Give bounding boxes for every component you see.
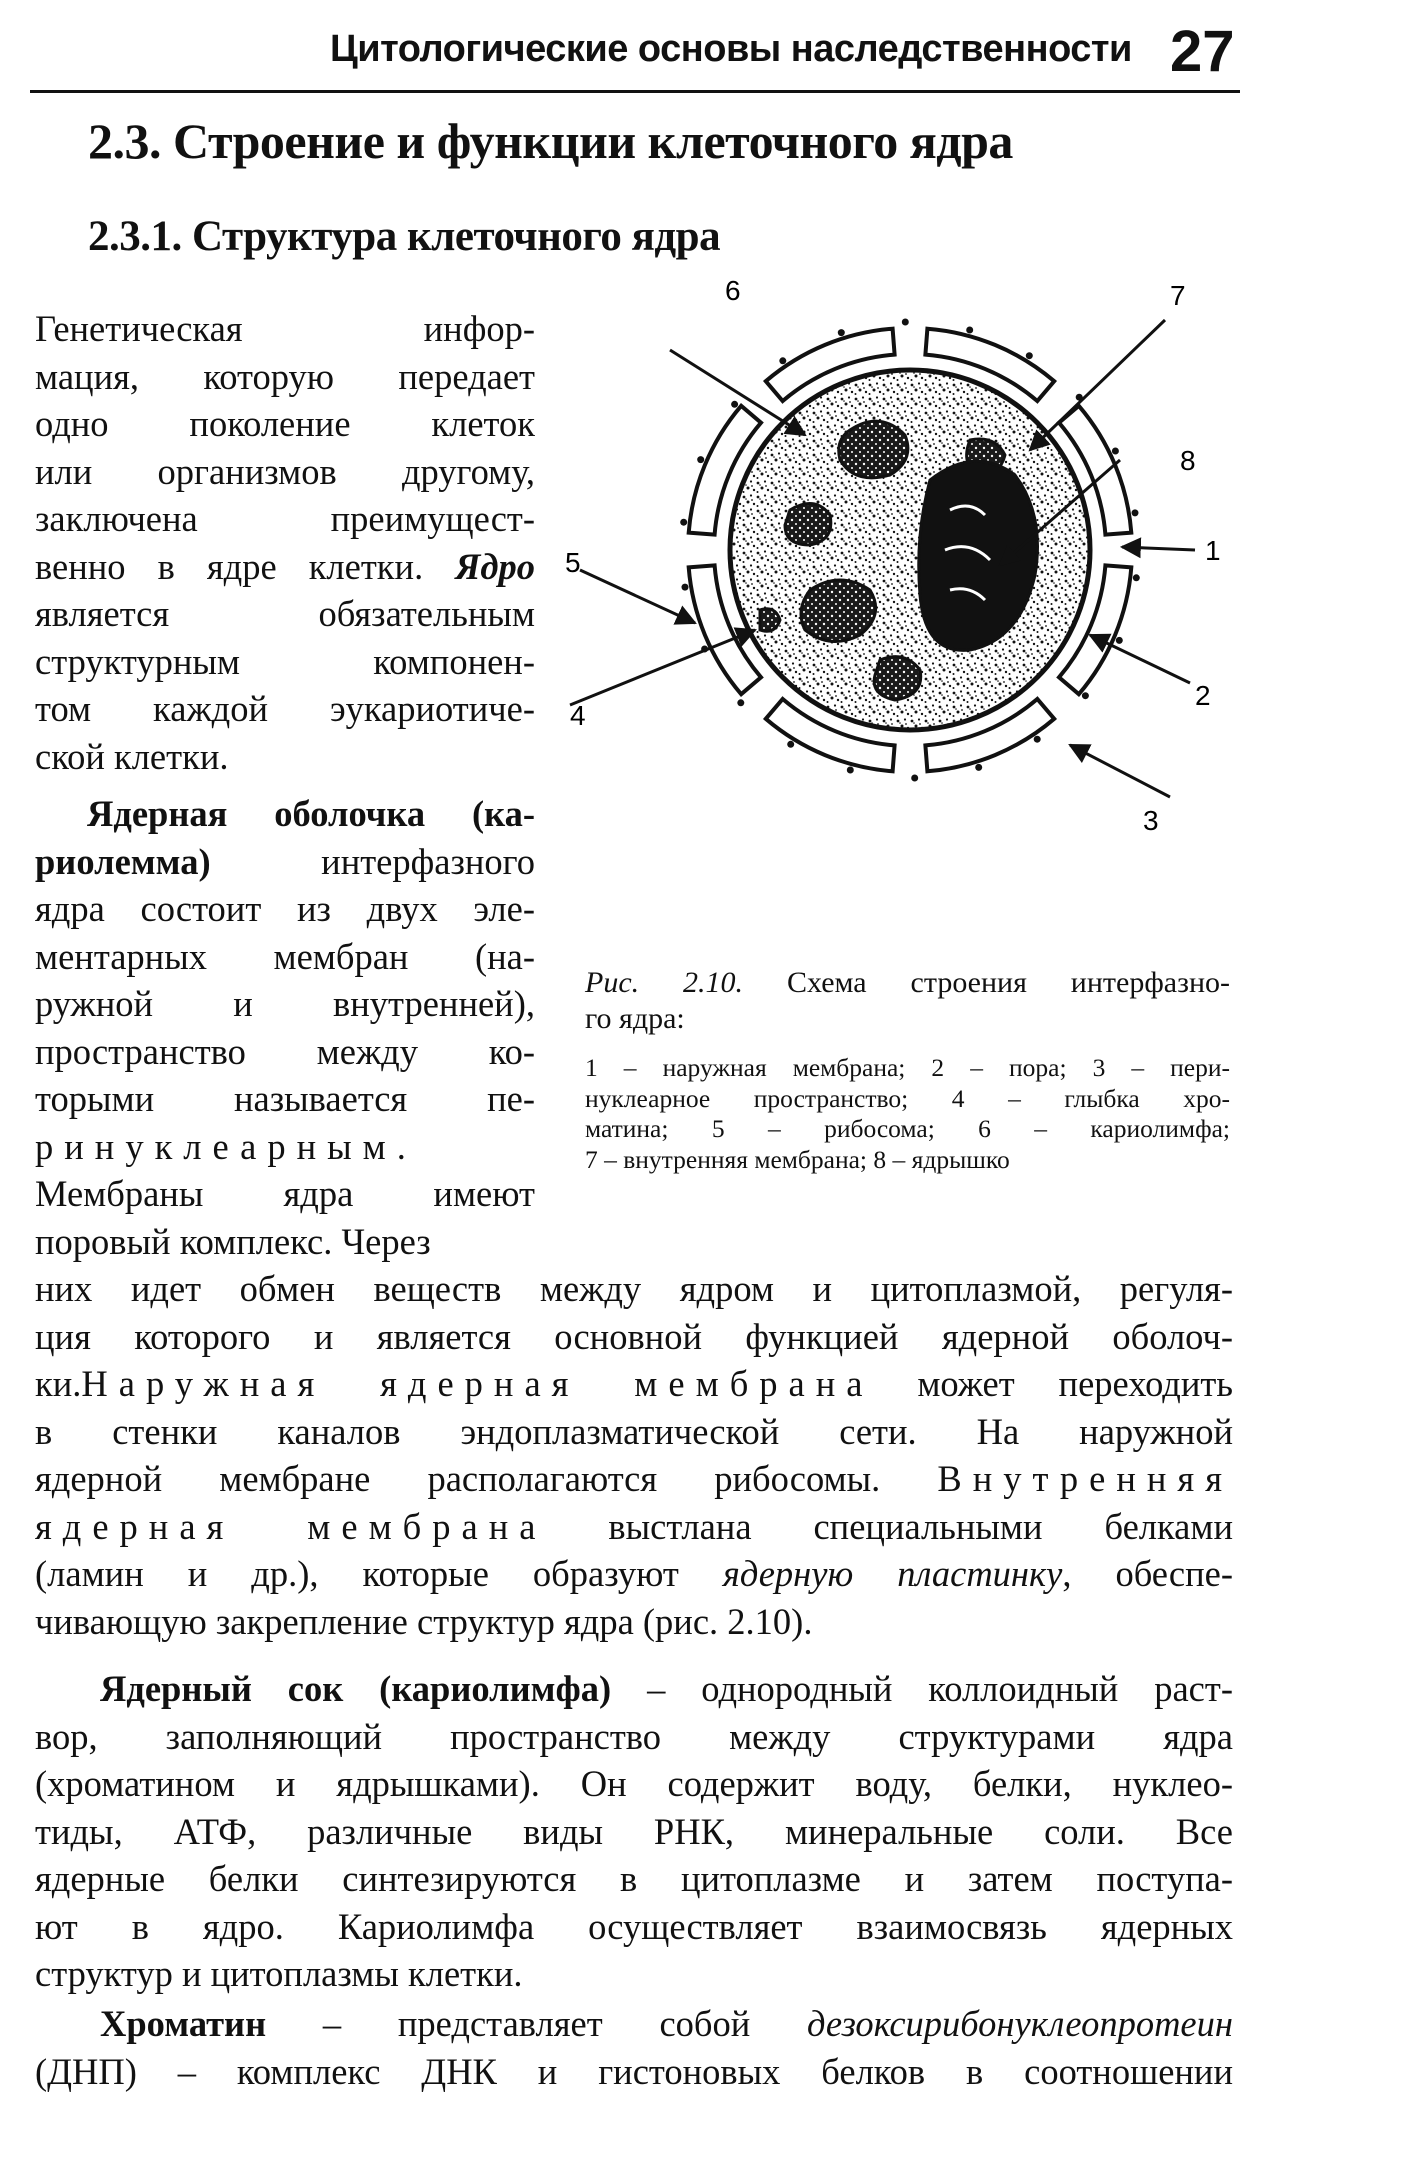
text-line: в стенки каналов эндоплазматической сети. На наружной — [35, 1410, 1233, 1452]
text-line: Мембраны ядра имеют — [35, 1173, 535, 1214]
label-4: 4 — [570, 700, 586, 731]
text-line: ментарных мембран (на- — [35, 935, 535, 977]
text-line: структур и цитоплазмы клетки. — [35, 1953, 523, 1994]
ribosome-dot — [1026, 352, 1033, 359]
term-inner-membrane: Внутренняя — [937, 1458, 1233, 1499]
label-8: 8 — [1180, 445, 1196, 476]
term-chromatin: Хроматин — [100, 2003, 267, 2044]
text-line: ядерная мембрана выстлана специальными белками — [35, 1505, 1234, 1547]
paragraph-karyolymph — [35, 1665, 1233, 1998]
page-number: 27 — [1170, 19, 1235, 84]
text-line: заключена преимущест- — [35, 498, 535, 539]
text-line: поровый комплекс. Через — [35, 1220, 431, 1262]
ribosome-dot — [1112, 448, 1119, 455]
text-line: (ламин и др.), которые образуют ядерную пластинку, обеспе- — [35, 1553, 1233, 1594]
ribosome-dot — [779, 357, 786, 364]
ribosome-dot — [737, 699, 744, 706]
text-line: или организмов другому, — [35, 450, 535, 492]
term-nuclear-lamina: ядерную пластинку — [722, 1553, 1063, 1594]
paragraph-chromatin — [35, 2000, 1233, 2095]
text-line: мация, которую передает — [35, 355, 535, 397]
ribosome-dot — [975, 764, 982, 771]
label-1: 1 — [1205, 535, 1221, 566]
ribosome-dot — [1133, 574, 1140, 581]
term-nuclear-envelope: Ядерная оболочка (ка- — [87, 793, 535, 834]
text-line: ской клетки. — [35, 735, 229, 777]
nucleus-diagram — [565, 275, 1230, 865]
text-line: них идет обмен веществ между ядром и цитоплазмой, регуля- — [35, 1268, 1233, 1309]
text-line: ружной и внутренней), — [35, 983, 535, 1024]
text-line: ют в ядро. Кариолимфа осуществляет взаимосвязь ядерных — [35, 1905, 1233, 1947]
label-5: 5 — [565, 547, 581, 578]
ribosome-dot — [787, 741, 794, 748]
ribosome-dot — [1116, 637, 1123, 644]
legend-line: нуклеарное пространство; 4 – глыбка хро- — [585, 1083, 1230, 1113]
text-line: ция которого и является основной функцией ядерной оболоч- — [35, 1315, 1233, 1357]
ribosome-dot — [680, 519, 687, 526]
text-line: структурным компонен- — [35, 640, 535, 682]
text-line — [35, 790, 535, 838]
header-rule — [30, 90, 1240, 93]
text-line: торыми называется пе- — [35, 1078, 535, 1119]
caption-line: Рис. 2.10. Схема строения интерфазно- — [585, 966, 1230, 999]
text-line: ринуклеарным. — [35, 1125, 417, 1167]
label-7: 7 — [1170, 280, 1186, 311]
legend-line: 1 – наружная мембрана; 2 – пора; 3 – пери- — [585, 1053, 1230, 1082]
ribosome-dot — [697, 456, 704, 463]
text-line: риолемма) интерфазного — [35, 840, 535, 882]
label-3: 3 — [1143, 805, 1159, 836]
text-line: ядерные белки синтезируются в цитоплазме и затем поступа- — [35, 1858, 1233, 1899]
text-line: (ДНП) – комплекс ДНК и гистоновых белков в соотношении — [35, 2050, 1233, 2092]
text-line: является обязательным — [35, 593, 535, 634]
paragraph-envelope — [35, 790, 535, 1265]
term-nucleus: Ядро — [455, 545, 536, 587]
text-line: вор, заполняющий пространство между структурами ядра — [35, 1715, 1233, 1757]
ribosome-dot — [911, 775, 918, 782]
ribosome-dot — [838, 329, 845, 336]
figure-caption — [585, 965, 1230, 1037]
text-line: пространство между ко- — [35, 1030, 535, 1072]
text-line: том каждой эукариотиче- — [35, 688, 535, 729]
text-line: одно поколение клеток — [35, 403, 535, 444]
ribosome-dot — [902, 319, 909, 326]
text-line: ки.Наружная ядерная мембрана может переходить — [35, 1363, 1233, 1404]
paragraph-envelope-continued — [35, 1265, 1233, 1645]
legend-line: матина; 5 – рибосома; 6 – кариолимфа; — [585, 1114, 1230, 1143]
ribosome-dot — [1082, 692, 1089, 699]
text-line: Хроматин – представляет собой дезоксирибонуклеопротеин — [100, 2003, 1233, 2044]
caption-line: го ядра: — [585, 1002, 685, 1035]
term-karyolymph: Ядерный сок (кариолимфа) — [100, 1668, 612, 1709]
text-line: (хроматином и ядрышками). Он содержит воду, белки, нуклео- — [35, 1763, 1233, 1804]
text-line: ядерной мембране располагаются рибосомы. Внутренняя — [35, 1458, 1233, 1499]
text-line: тиды, АТФ, различные виды РНК, минеральные соли. Все — [35, 1810, 1233, 1852]
caption-label: Рис. 2.10. — [585, 966, 744, 999]
subsection-title: 2.3.1. Структура клеточного ядра — [88, 213, 721, 260]
ribosome-dot — [1132, 509, 1139, 516]
label-6: 6 — [725, 275, 741, 306]
ribosome-dot — [731, 401, 738, 408]
text-line: чивающую закрепление структур ядра (рис. 2.10). — [35, 1600, 813, 1642]
figure-legend — [585, 1053, 1230, 1175]
term-dnp: дезоксирибонуклеопротеин — [807, 2003, 1233, 2044]
text-line: венно в ядре клетки. Ядро — [35, 545, 536, 587]
legend-line: 7 – внутренняя мембрана; 8 – ядрышко — [585, 1144, 1010, 1174]
ribosome-dot — [847, 767, 854, 774]
paragraph-genetic-info — [35, 305, 535, 780]
section-title: 2.3. Строение и функции клеточного ядра — [88, 113, 1013, 169]
text-line: Генетическая инфор- — [35, 308, 535, 349]
text-line: ядра состоит из двух эле- — [35, 888, 535, 929]
text-line: Ядерный сок (кариолимфа) – однородный коллоидный раст- — [100, 1668, 1233, 1709]
running-header: Цитологические основы наследственности — [330, 28, 1132, 70]
ribosome-dot — [682, 584, 689, 591]
ribosome-dot — [1034, 736, 1041, 743]
ribosome-dot — [966, 327, 973, 334]
label-2: 2 — [1195, 680, 1211, 711]
term-outer-membrane: Наружная ядерная мембрана — [81, 1363, 874, 1404]
